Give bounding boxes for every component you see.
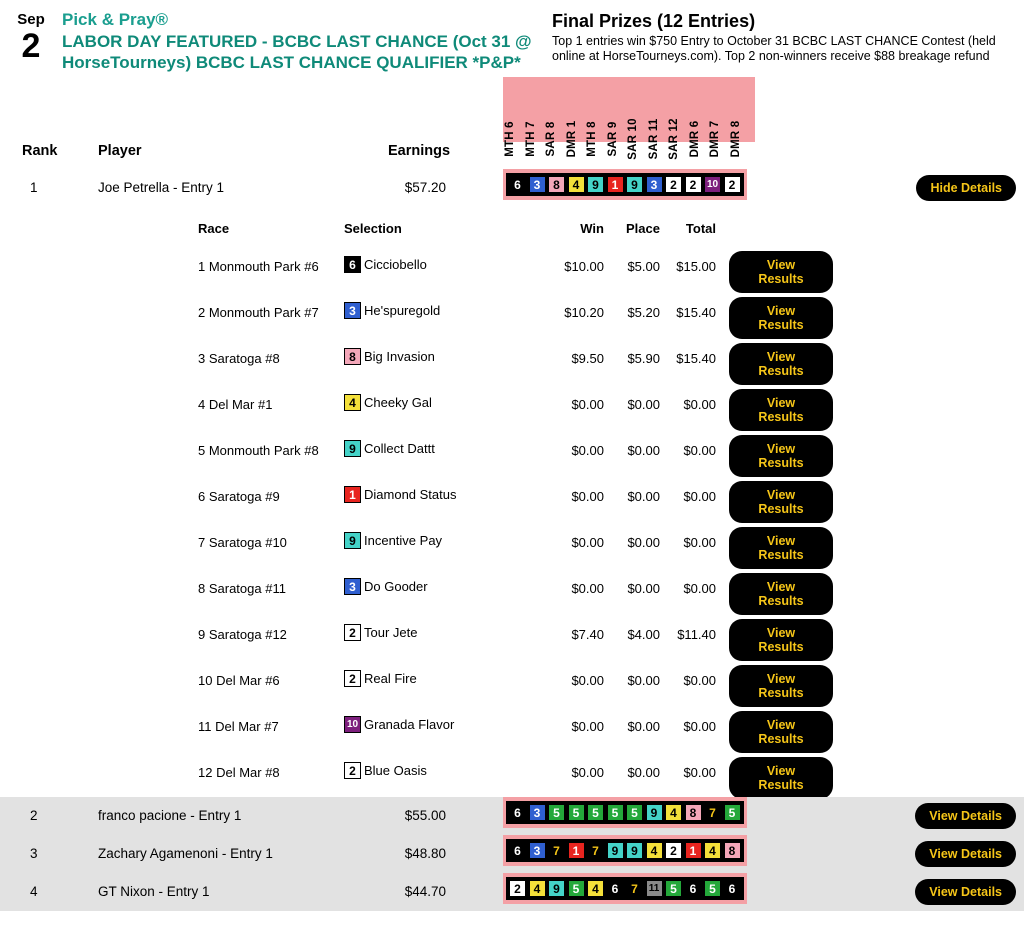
- selection-chip: 2: [344, 670, 361, 687]
- race-legend-label: SAR 8: [545, 121, 558, 157]
- row-player: Joe Petrella - Entry 1: [98, 180, 225, 195]
- detail-win: $0.00: [571, 443, 604, 458]
- detail-row: [0, 475, 1024, 521]
- race-legend-cell: [668, 83, 691, 160]
- row-earnings: $44.70: [404, 884, 446, 899]
- detail-action: [729, 435, 833, 477]
- selection-chip: 10: [344, 716, 361, 733]
- selection-chip: 3: [344, 578, 361, 595]
- detail-row: [0, 291, 1024, 337]
- pick-chip: 2: [665, 842, 682, 859]
- pick-chip: 7: [548, 842, 565, 859]
- selection-chip: 1: [344, 486, 361, 503]
- row-action: [915, 879, 1016, 905]
- detail-win: $0.00: [571, 489, 604, 504]
- detail-action: [729, 711, 833, 753]
- detail-race: 6 Saratoga #9: [198, 489, 280, 504]
- detail-action: [729, 297, 833, 339]
- detail-selection: [344, 348, 435, 365]
- details-column-selection: Selection: [344, 221, 402, 236]
- detail-row: [0, 705, 1024, 751]
- selection-name: Incentive Pay: [364, 533, 443, 548]
- pick-chip: 4: [568, 176, 585, 193]
- detail-race: 8 Saratoga #11: [198, 581, 286, 596]
- pick-chip: 5: [724, 804, 741, 821]
- detail-place: $5.90: [627, 351, 660, 366]
- detail-place: $0.00: [627, 535, 660, 550]
- view-results-button[interactable]: View Results: [729, 297, 833, 339]
- pick-chip-row: [506, 839, 744, 862]
- row-action: [915, 841, 1016, 867]
- race-legend-cell: [545, 83, 568, 157]
- detail-selection: [344, 532, 442, 549]
- detail-place: $0.00: [627, 443, 660, 458]
- race-legend-cell: [627, 83, 650, 160]
- pick-chip: 5: [568, 804, 585, 821]
- pick-chip: 2: [665, 176, 682, 193]
- selection-name: Collect Dattt: [364, 441, 435, 456]
- pick-chip: 10: [704, 176, 721, 193]
- pick-chip: 5: [607, 804, 624, 821]
- pick-chip: 6: [685, 880, 702, 897]
- prizes-block: [542, 8, 1024, 64]
- pick-chip: 5: [626, 804, 643, 821]
- detail-total: $0.00: [683, 489, 716, 504]
- detail-total: $0.00: [683, 719, 716, 734]
- race-legend-label: SAR 12: [668, 118, 681, 160]
- pick-chip: 7: [587, 842, 604, 859]
- pick-chip: 5: [587, 804, 604, 821]
- detail-total: $15.40: [676, 351, 716, 366]
- race-legend-cell: [586, 83, 609, 157]
- detail-win: $0.00: [571, 673, 604, 688]
- hide-details-button[interactable]: Hide Details: [916, 175, 1016, 201]
- details-column-race: Race: [198, 221, 230, 236]
- selection-name: Tour Jete: [364, 625, 418, 640]
- detail-race: 1 Monmouth Park #6: [198, 259, 319, 274]
- detail-action: [729, 527, 833, 569]
- pick-chip: 4: [665, 804, 682, 821]
- details-header: [0, 215, 1024, 245]
- pick-chip: 8: [685, 804, 702, 821]
- event-day: 2: [21, 27, 41, 65]
- event-header: [0, 0, 1024, 73]
- pick-chip: 9: [548, 880, 565, 897]
- detail-row: [0, 659, 1024, 705]
- column-player: Player: [98, 143, 142, 159]
- race-legend-label: DMR 8: [729, 120, 742, 158]
- pick-chip: 6: [509, 176, 526, 193]
- pick-chip: 11: [646, 880, 663, 897]
- pick-chip: 4: [704, 842, 721, 859]
- detail-row: [0, 521, 1024, 567]
- detail-selection: [344, 394, 432, 411]
- pick-chip: 1: [607, 176, 624, 193]
- selection-chip: 8: [344, 348, 361, 365]
- detail-win: $0.00: [571, 535, 604, 550]
- view-results-button[interactable]: View Results: [729, 251, 833, 293]
- selection-chip: 2: [344, 624, 361, 641]
- leaderboard-row[interactable]: [0, 873, 1024, 911]
- race-legend-label: MTH 7: [524, 121, 537, 157]
- detail-selection: [344, 486, 457, 503]
- row-picks-strip: [503, 797, 747, 828]
- pick-chip: 7: [626, 880, 643, 897]
- prizes-description: Top 1 entries win $750 Entry to October 31 BCBC LAST CHANCE Contest (held online at HorseTourneys.com). Top 2 non-winners receive $88 breakage refund: [552, 34, 996, 63]
- detail-win: $0.00: [571, 765, 604, 780]
- race-legend-label: SAR 10: [627, 118, 640, 160]
- row-action: [915, 803, 1016, 829]
- race-legend: [503, 77, 755, 160]
- selection-name: Cicciobello: [364, 257, 427, 272]
- selection-name: Granada Flavor: [364, 717, 455, 732]
- view-results-button[interactable]: View Results: [729, 343, 833, 385]
- detail-action: [729, 481, 833, 523]
- row-action: [916, 175, 1016, 201]
- pick-chip: 6: [509, 804, 526, 821]
- pick-chip: 5: [704, 880, 721, 897]
- detail-place: $5.20: [627, 305, 660, 320]
- detail-selection: [344, 762, 427, 779]
- race-legend-label: DMR 1: [565, 120, 578, 158]
- detail-row: [0, 613, 1024, 659]
- selection-chip: 9: [344, 440, 361, 457]
- detail-win: $0.00: [571, 581, 604, 596]
- row-picks-strip: [503, 835, 747, 866]
- detail-place: $0.00: [627, 489, 660, 504]
- view-results-button[interactable]: View Results: [729, 435, 833, 477]
- view-results-button[interactable]: View Results: [729, 481, 833, 523]
- race-legend-label: MTH 6: [504, 121, 517, 157]
- detail-selection: [344, 256, 427, 273]
- detail-row: [0, 383, 1024, 429]
- detail-win: $0.00: [571, 719, 604, 734]
- pick-chip: 4: [646, 842, 663, 859]
- pick-chip: 5: [665, 880, 682, 897]
- pick-chip: 8: [548, 176, 565, 193]
- race-legend-label: SAR 9: [606, 121, 619, 157]
- selection-chip: 9: [344, 532, 361, 549]
- detail-race: 3 Saratoga #8: [198, 351, 280, 366]
- pick-chip: 7: [704, 804, 721, 821]
- details-column-total: Total: [685, 221, 716, 236]
- detail-win: $10.00: [564, 259, 604, 274]
- race-legend-cell: [565, 83, 589, 158]
- row-earnings: $55.00: [404, 808, 446, 823]
- detail-action: [729, 343, 833, 385]
- event-title-block: [62, 8, 542, 73]
- row-picks-strip: [503, 873, 747, 904]
- race-legend-label: SAR 11: [647, 118, 660, 160]
- race-legend-label: MTH 8: [586, 121, 599, 157]
- pick-chip: 8: [724, 842, 741, 859]
- detail-row: [0, 429, 1024, 475]
- row-earnings: $57.20: [404, 180, 446, 195]
- race-legend-cell: [688, 83, 712, 158]
- pick-chip: 6: [724, 880, 741, 897]
- detail-place: $5.00: [627, 259, 660, 274]
- detail-row: [0, 567, 1024, 613]
- leaderboard-row[interactable]: [0, 835, 1024, 873]
- row-rank: 2: [30, 808, 38, 823]
- pick-chip: 2: [685, 176, 702, 193]
- pick-chip: 9: [587, 176, 604, 193]
- detail-total: $0.00: [683, 765, 716, 780]
- row-earnings: $48.80: [404, 846, 446, 861]
- pick-chip: 3: [529, 176, 546, 193]
- view-details-button[interactable]: View Details: [915, 803, 1016, 829]
- selection-name: Cheeky Gal: [364, 395, 432, 410]
- pick-chip: 3: [646, 176, 663, 193]
- detail-total: $0.00: [683, 535, 716, 550]
- pick-chip: 2: [724, 176, 741, 193]
- row-player: GT Nixon - Entry 1: [98, 884, 210, 899]
- detail-place: $0.00: [627, 397, 660, 412]
- pick-chip-row: [506, 877, 744, 900]
- view-results-button[interactable]: View Results: [729, 389, 833, 431]
- detail-action: [729, 389, 833, 431]
- selection-chip: 4: [344, 394, 361, 411]
- detail-row: [0, 337, 1024, 383]
- pick-chip: 9: [626, 176, 643, 193]
- detail-selection: [344, 670, 417, 687]
- detail-place: $0.00: [627, 581, 660, 596]
- row-rank: 1: [30, 180, 38, 195]
- row-player: Zachary Agamenoni - Entry 1: [98, 846, 273, 861]
- detail-place: $0.00: [627, 765, 660, 780]
- pick-chip: 4: [587, 880, 604, 897]
- selection-name: Diamond Status: [364, 487, 457, 502]
- pick-chip: 4: [529, 880, 546, 897]
- detail-selection: [344, 716, 454, 733]
- detail-total: $0.00: [683, 581, 716, 596]
- selection-chip: 6: [344, 256, 361, 273]
- detail-race: 11 Del Mar #7: [198, 719, 279, 734]
- detail-total: $11.40: [677, 627, 716, 642]
- detail-race: 9 Saratoga #12: [198, 627, 287, 642]
- row-picks-strip: [503, 169, 747, 200]
- detail-win: $10.20: [564, 305, 604, 320]
- detail-win: $9.50: [571, 351, 604, 366]
- pick-chip: 1: [685, 842, 702, 859]
- pick-chip: 6: [509, 842, 526, 859]
- view-results-button[interactable]: View Results: [729, 665, 833, 707]
- view-results-button[interactable]: View Results: [729, 527, 833, 569]
- leaderboard-body: [0, 169, 1024, 911]
- race-legend-cell: [729, 83, 753, 158]
- pick-chip-row: [506, 173, 744, 196]
- event-date: [0, 8, 62, 64]
- selection-name: He'spuregold: [364, 303, 441, 318]
- detail-action: [729, 251, 833, 293]
- detail-total: $15.00: [676, 259, 716, 274]
- brand-name: Pick & Pray®: [62, 10, 169, 29]
- leaderboard-row[interactable]: [0, 169, 1024, 207]
- race-legend-label: DMR 7: [709, 120, 722, 158]
- detail-win: $0.00: [571, 397, 604, 412]
- pick-chip: 5: [548, 804, 565, 821]
- pick-chip: 9: [626, 842, 643, 859]
- detail-selection: [344, 440, 435, 457]
- entry-details: [0, 215, 1024, 797]
- row-rank: 3: [30, 846, 38, 861]
- view-results-button[interactable]: View Results: [729, 573, 833, 615]
- view-details-button[interactable]: View Details: [915, 841, 1016, 867]
- column-rank: Rank: [22, 143, 58, 159]
- detail-win: $7.40: [571, 627, 604, 642]
- selection-name: Real Fire: [364, 671, 417, 686]
- detail-total: $0.00: [683, 443, 716, 458]
- event-month: Sep: [17, 11, 45, 28]
- column-earnings: Earnings: [388, 143, 451, 159]
- detail-selection: [344, 302, 440, 319]
- detail-race: 2 Monmouth Park #7: [198, 305, 319, 320]
- detail-place: $0.00: [627, 673, 660, 688]
- detail-selection: [344, 578, 428, 595]
- detail-race: 4 Del Mar #1: [198, 397, 273, 412]
- race-legend-cell: [709, 83, 732, 158]
- race-legend-label: DMR 6: [688, 120, 701, 158]
- leaderboard-header: [0, 115, 1024, 169]
- pick-chip: 5: [568, 880, 585, 897]
- detail-race: 10 Del Mar #6: [198, 673, 280, 688]
- detail-row: [0, 245, 1024, 291]
- detail-action: [729, 619, 833, 661]
- detail-action: [729, 757, 833, 799]
- pick-chip: 3: [529, 804, 546, 821]
- event-name: LABOR DAY FEATURED - BCBC LAST CHANCE (Oct 31 @ HorseTourneys) BCBC LAST CHANCE QUALIFIER *P&P*: [62, 32, 532, 72]
- details-column-win: Win: [580, 221, 604, 236]
- selection-name: Blue Oasis: [364, 763, 427, 778]
- view-results-button[interactable]: View Results: [729, 619, 833, 661]
- pick-chip: 3: [529, 842, 546, 859]
- detail-race: 7 Saratoga #10: [198, 535, 287, 550]
- view-results-button[interactable]: View Results: [729, 711, 833, 753]
- selection-chip: 2: [344, 762, 361, 779]
- race-legend-cell: [606, 83, 630, 157]
- selection-name: Do Gooder: [364, 579, 428, 594]
- pick-chip: 1: [568, 842, 585, 859]
- detail-place: $0.00: [627, 719, 660, 734]
- row-rank: 4: [30, 884, 38, 899]
- detail-place: $4.00: [627, 627, 660, 642]
- detail-race: 12 Del Mar #8: [198, 765, 280, 780]
- detail-total: $0.00: [683, 673, 716, 688]
- race-legend-cell: [504, 83, 527, 157]
- row-player: franco pacione - Entry 1: [98, 808, 242, 823]
- leaderboard-row[interactable]: [0, 797, 1024, 835]
- view-results-button[interactable]: View Results: [729, 757, 833, 799]
- selection-name: Big Invasion: [364, 349, 435, 364]
- detail-total: $15.40: [676, 305, 716, 320]
- detail-action: [729, 665, 833, 707]
- prizes-title: Final Prizes (12 Entries): [552, 11, 756, 31]
- details-column-place: Place: [626, 221, 660, 236]
- pick-chip: 9: [607, 842, 624, 859]
- detail-action: [729, 573, 833, 615]
- pick-chip: 2: [509, 880, 526, 897]
- race-legend-cell: [524, 83, 548, 157]
- view-details-button[interactable]: View Details: [915, 879, 1016, 905]
- pick-chip: 6: [607, 880, 624, 897]
- detail-race: 5 Monmouth Park #8: [198, 443, 319, 458]
- detail-total: $0.00: [683, 397, 716, 412]
- selection-chip: 3: [344, 302, 361, 319]
- detail-row: [0, 751, 1024, 797]
- pick-chip: 9: [646, 804, 663, 821]
- detail-selection: [344, 624, 417, 641]
- pick-chip-row: [506, 801, 744, 824]
- race-legend-cell: [647, 83, 671, 160]
